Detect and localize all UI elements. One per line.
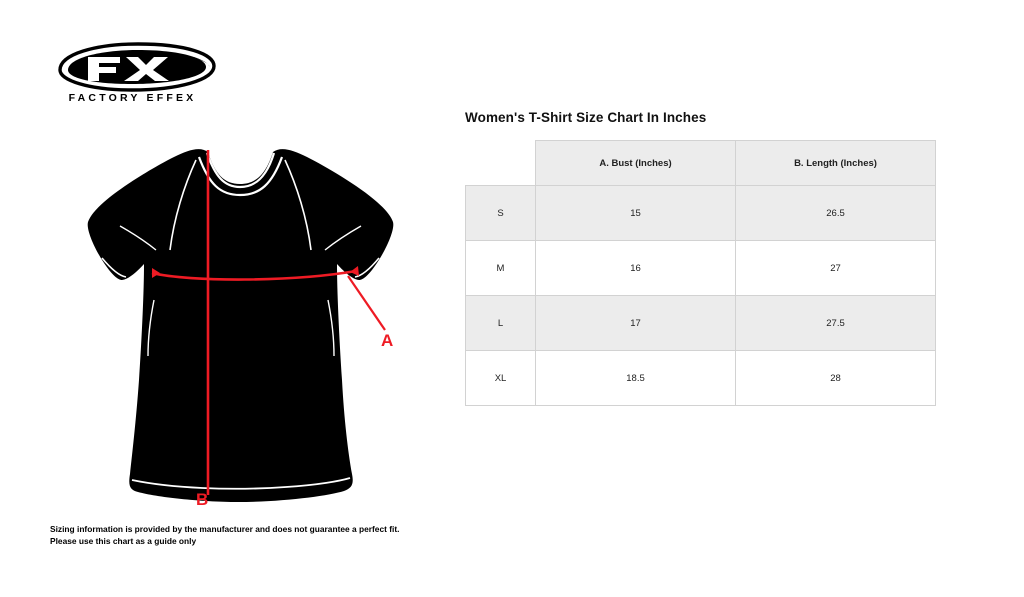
cell-bust: 18.5 [536,351,736,406]
table-header-row [466,141,936,186]
tshirt-illustration [60,130,440,510]
table-row [466,241,936,296]
cell-length: 28 [736,351,936,406]
size-chart-panel [465,110,935,406]
cell-size: L [466,296,536,351]
column-header-bust: A. Bust (Inches) [536,141,736,186]
cell-bust: 17 [536,296,736,351]
cell-length: 27 [736,241,936,296]
disclaimer-text [50,523,470,547]
cell-length: 27.5 [736,296,936,351]
table-row [466,296,936,351]
tshirt-svg [60,130,440,510]
disclaimer-line-1: Sizing information is provided by the manufacturer and does not guarantee a perfect fit. [50,524,400,534]
measure-leader-a [348,276,385,330]
column-header-length: B. Length (Inches) [736,141,936,186]
measure-label-b: B [196,490,209,509]
size-chart-table [465,140,936,406]
cell-bust: 16 [536,241,736,296]
table-corner-cell [466,141,536,186]
table-row [466,351,936,406]
cell-size: M [466,241,536,296]
cell-size: XL [466,351,536,406]
brand-wordmark: FACTORY EFFEX [68,92,197,104]
disclaimer-line-2: Please use this chart as a guide only [50,536,197,547]
cell-bust: 15 [536,186,736,241]
table-row [466,186,936,241]
cell-length: 26.5 [736,186,936,241]
page-title: Women's T-Shirt Size Chart In Inches [465,110,707,125]
cell-size: S [466,186,536,241]
measure-label-a: A [381,331,394,350]
